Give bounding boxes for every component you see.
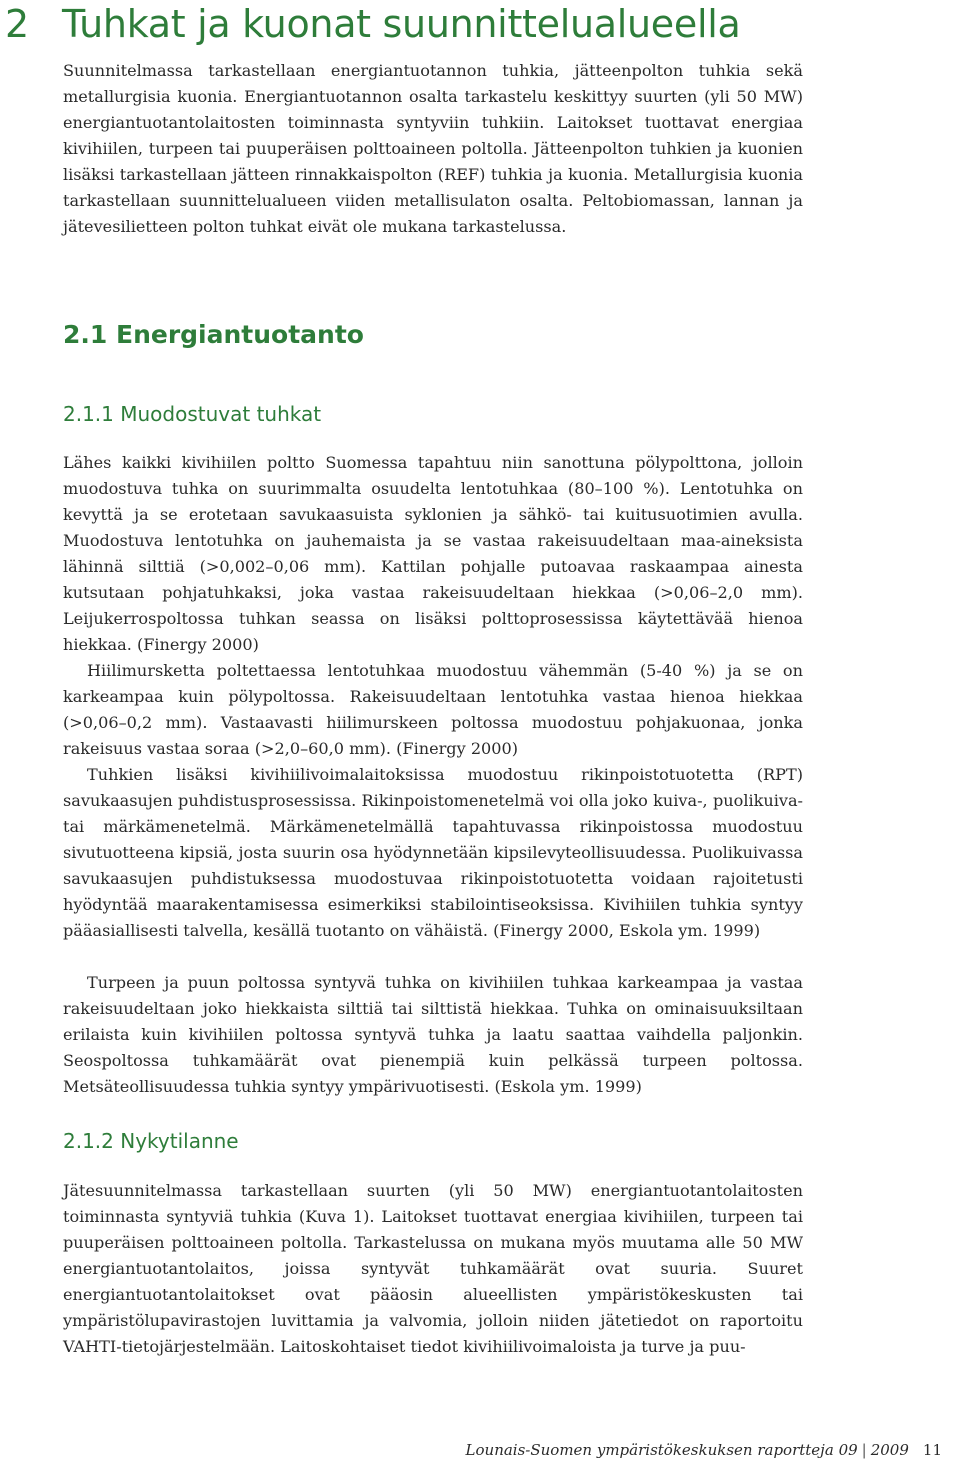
body-paragraph: Turpeen ja puun poltossa syntyvä tuhka on kivihiilen tuhkaa karkeampaa ja vastaa rakeisuudeltaan joko hiekkaista silttiä tai silttistä hiekkaa. Tuhka on ominaisuuksiltaan erilaista kuin kivihiilen poltossa syntyvä tuhka ja laatu saattaa vaihdella paljonkin. Seospoltossa tuhkamäärät ovat pienempiä kuin pelkässä turpeen poltossa. Metsäteollisuudessa tuhkia syntyy ympärivuotisesti. (Eskola ym. 1999)	[63, 973, 803, 1096]
journal-name: Lounais-Suomen ympäristökeskuksen raportteja	[465, 1441, 834, 1459]
section-heading-energiantuotanto: 2.1 Energiantuotanto	[63, 320, 364, 349]
footer-year: 2009	[870, 1441, 909, 1459]
page-footer	[466, 1440, 942, 1460]
subsection-heading-muodostuvat-tuhkat: 2.1.1 Muodostuvat tuhkat	[63, 402, 322, 426]
chapter-title: Tuhkat ja kuonat suunnittelualueella	[62, 2, 741, 46]
issue-number: 09	[838, 1441, 858, 1459]
body-paragraph: Tuhkien lisäksi kivihiilivoimalaitoksissa muodostuu rikinpoistotuotetta (RPT) savukaasujen puhdistusprosessissa. Rikinpoistomenetelmä voi olla joko kuiva-, puolikuiva- tai märkämenetelmä. Märkämenetelmällä tapahtuvassa rikinpoistossa muodostuu sivutuotteena kipsiä, josta suurin osa hyödynnetään kipsilevyteollisuudessa. Puolikuivassa savukaasujen puhdistuksessa muodostuvaa rikinpoistotuotetta voidaan rajoitetusti hyödyntää maarakentamisessa esimerkiksi stabilointiseoksissa. Kivihiilen tuhkia syntyy pääasiallisesti talvella, kesällä tuotanto on vähäistä. (Finergy 2000, Eskola ym. 1999)	[63, 765, 803, 940]
intro-paragraph: Suunnitelmassa tarkastellaan energiantuotannon tuhkia, jätteenpolton tuhkia sekä metallurgisia kuonia. Energiantuotannon osalta tarkastelu keskittyy suurten (yli 50 MW) energiantuotantolaitosten toiminnasta syntyviin tuhkiin. Laitokset tuottavat energiaa kivihiilen, turpeen tai puuperäisen polttoaineen poltolla. Jätteenpolton tuhkien ja kuonien lisäksi tarkastellaan jätteen rinnakkaispolton (REF) tuhkia ja kuonia. Metallurgisia kuonia tarkastellaan suunnittelualueen viiden metallisulaton osalta. Peltobiomassan, lannan ja jätevesilietteen polton tuhkat eivät ole mukana tarkastelussa.	[63, 61, 803, 236]
page-number: 11	[922, 1441, 942, 1459]
body-paragraph: Lähes kaikki kivihiilen poltto Suomessa tapahtuu niin sanottuna pölypolttona, jolloin muodostuva tuhka on suurimmalta osuudelta lentotuhkaa (80–100 %). Lentotuhka on kevyttä ja se erotetaan savukaasuista syklonien ja sähkö- tai kuitusuotimien avulla. Muodostuva lentotuhka on jauhemaista ja se vastaa rakeisuudeltaan maa-aineksista lähinnä silttiä (>0,002–0,06 mm). Kattilan pohjalle putoavaa raskaampaa ainesta kutsutaan pohjatuhkaksi, joka vastaa rakeisuudeltaan hiekkaa (>0,06–2,0 mm). Leijukerrospoltossa tuhkan seassa on lisäksi polttoprosessissa käytettävää hienoa hiekkaa. (Finergy 2000)	[63, 453, 803, 654]
chapter-number: 2	[5, 2, 30, 46]
body-paragraph: Hiilimursketta poltettaessa lentotuhkaa muodostuu vähemmän (5-40 %) ja se on karkeampaa kuin pölypoltossa. Rakeisuudeltaan lentotuhka vastaa hienoa hiekkaa (>0,06–0,2 mm). Vastaavasti hiilimurskeen poltossa muodostuu pohjakuonaa, jonka rakeisuus vastaa soraa (>2,0–60,0 mm). (Finergy 2000)	[63, 661, 803, 758]
subsection-heading-nykytilanne: 2.1.2 Nykytilanne	[63, 1129, 239, 1153]
footer-divider: |	[861, 1441, 867, 1459]
body-paragraph: Jätesuunnitelmassa tarkastellaan suurten (yli 50 MW) energiantuotantolaitosten toiminnasta syntyviä tuhkia (Kuva 1). Laitokset tuottavat energiaa kivihiilen, turpeen tai puuperäisen polttoaineen poltolla. Tarkastelussa on mukana myös muutama alle 50 MW energiantuotantolaitos, joissa syntyvät tuhkamäärät ovat suuria. Suuret energiantuotantolaitokset ovat pääosin alueellisten ympäristökeskusten tai ympäristölupavirastojen luvittamia ja valvomia, jolloin niiden jätetiedot on raportoitu VAHTI-tietojärjestelmään. Laitoskohtaiset tiedot kivihiilivoimaloista ja turve ja puu-	[63, 1181, 803, 1356]
